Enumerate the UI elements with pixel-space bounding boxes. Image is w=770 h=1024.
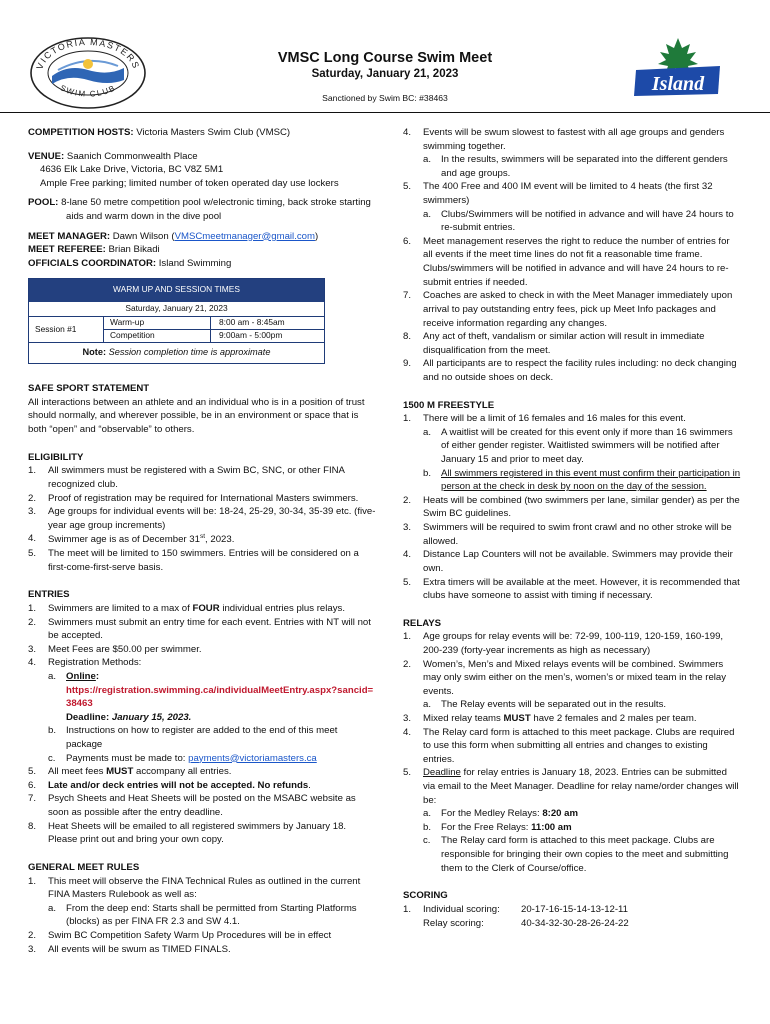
meet-referee: MEET REFEREE: Brian Bikadi xyxy=(28,244,160,256)
svg-text:VICTORIA MASTERS: VICTORIA MASTERS xyxy=(34,36,142,71)
list-item: 2. Heats will be combined (two swimmers per lane, similar gender) as per the Swim BC guidelines. xyxy=(403,494,740,520)
list-item: b. All swimmers registered in this event must confirm their participation in person at the check in desk by noon on the day of the session. xyxy=(423,467,741,493)
sanction-number: Sanctioned by Swim BC: #38463 xyxy=(322,93,448,103)
list-item: a. In the results, swimmers will be separated into the different genders and age groups. xyxy=(423,154,728,179)
list-item: 1. Age groups for relay events will be: 72-99, 100-119, 120-159, 160-199, 200-239 (forty-year increments as high as necessary) xyxy=(403,631,724,656)
meet-date: Saturday, January 21, 2023 xyxy=(311,68,459,80)
right-column xyxy=(403,126,741,930)
safe-sport-section: SAFE SPORT STATEMENT All interactions between an athlete and an individual who is in a position of trust should normally, and wherever possible, be in an environment or space that is both “open” and “observable” to others. xyxy=(28,383,365,436)
list-item: 5. Extra timers will be available at the meet. However, it is recommended that clubs have someone to assist with timing if necessary. xyxy=(403,576,740,602)
list-item: 3. Meet Fees are $50.00 per swimmer. xyxy=(28,643,202,655)
list-item: 2. Women’s, Men’s and Mixed relays events will be combined. Swimmers may only swim either on the men’s, women’s or mixed team in the relay events. a. The Relay events will be separated out in the results. xyxy=(403,658,741,712)
list-item: 1. This meet will observe the FINA Technical Rules as outlined in the current FINA Masters Rulebook as well as: a. From the deep end: Starts shall be permitted from Starting Platforms (blocks) as per FINA FR 2.3 and SW 4.1. xyxy=(28,875,376,929)
list-item: 7. Coaches are asked to check in with the Meet Manager immediately upon arrival to pay outstanding entry fees, pick up Meet Info packages and receive information regarding any changes. xyxy=(403,290,733,329)
registration-url[interactable]: https://registration.swimming.ca/individualMeetEntry.aspx?sancid=38463 xyxy=(66,684,374,710)
list-item: a. Clubs/Swimmers will be notified in advance and will have 24 hours to re-submit entries. xyxy=(423,208,734,234)
list-item: a. The Relay events will be separated out in the results. xyxy=(423,699,667,711)
list-item: c. The Relay card form is attached to this meet package. Clubs are responsible for bringing their own copies to the meet and submitting them to the Clerk of Course/office. xyxy=(423,835,729,874)
freestyle-section: 1500 M FREESTYLE 1. There will be a limit of 16 females and 16 males for this event. a. A waitlist will be created for this event only if more than 16 swimmers of either gender register. Waitlisted swimmers will be notified after January 15 and prior to meet day. b. All swimmers registered in this event must confirm their participation in person at the check in desk by noon on the day of the session. 2. Heats will be combined (two swimmers per lane, similar gender) as per the Swim BC guidelines. 3. Swimmers will be required to swim front crawl and no other stroke will be allowed. 4. Distance Lap Counters will not be available. Swimmers may provide their own. 5. Extra timers will be available at the meet. However, it is recommended that clubs have someone to assist with timing if necessary. xyxy=(403,399,741,602)
session-event: Competition 9:00am - 5:00pm xyxy=(104,329,324,342)
list-item: c. Payments must be made to: payments@victoriamasters.ca xyxy=(48,752,317,764)
session-times-table xyxy=(28,278,325,364)
list-item: 4. The Relay card form is attached to this meet package. Clubs are required to use this form when submitting all entries and changes to existing entries. xyxy=(403,726,735,765)
list-item: 9. All participants are to respect the facility rules including: no deck changing and no outside shoes on deck. xyxy=(403,358,737,383)
meet-manager: MEET MANAGER: Dawn Wilson (VMSCmeetmanager@gmail.com) xyxy=(28,230,319,242)
list-item: 4. Registration Methods: a. Online: https://registration.swimming.ca/individualMeetEntry.aspx?sancid=38463 Deadline: January 15, 2023. b. Instructions on how to register are added to the end of this meet package c. Payments must be made to: payments@victoriamasters.ca xyxy=(28,656,376,765)
list-item: 5. The meet will be limited to 150 swimmers. Entries will be considered on a first-come-first-serve basis. xyxy=(28,548,359,573)
list-item: 1. All swimmers must be registered with a Swim BC, SNC, or other FINA recognized club. xyxy=(28,465,345,490)
relays-section: RELAYS 1. Age groups for relay events will be: 72-99, 100-119, 120-159, 160-199, 200-239 (forty-year increments as high as necessary) 2. Women’s, Men’s and Mixed relays events will be combined. Swimmers may only swim either on the men’s, women’s or mixed team in the relay events. a. The Relay events will be separated out in the results. 3. Mixed relay teams MUST have 2 females and 2 males per team. 4. The Relay card form is attached to this meet package. Clubs are required to use this form when submitting all entries and changes to existing entries. 5. Deadline for relay entries is January 18, 2023. Entries can be submitted via email to the Meet Manager. Deadline for relay name/order changes will be: a. For the Medley Relays: 8:20 am b. For the Free Relays: 11:00 am c. The Relay card form is attached to this meet package. Clubs are responsible for bringing their own copies to the meet and submitting them to the Clerk of Course/office. xyxy=(403,617,741,876)
header-divider xyxy=(0,112,770,113)
session-row xyxy=(29,317,324,343)
list-item: 5. The 400 Free and 400 IM event will be limited to 4 heats (the first 32 swimmers) a. Clubs/Swimmers will be notified in advance and will have 24 hours to re-submit entries. xyxy=(403,180,741,234)
list-item: b. Instructions on how to register are added to the end of this meet package xyxy=(48,725,338,751)
session-label: Session #1 xyxy=(29,317,104,342)
island-swimming-logo xyxy=(630,36,726,100)
session-note: Note: Session completion time is approximate xyxy=(82,347,271,358)
pool: POOL: 8-lane 50 metre competition pool w/electronic timing, back stroke starting aids and warm down in the dive pool xyxy=(28,197,371,223)
eligibility-section: ELIGIBILITY 1. All swimmers must be registered with a Swim BC, SNC, or other FINA recognized club. 2. Proof of registration may be required for International Masters swimmers. 3. Age groups for individual events will be: 18-24, 25-29, 30-34, 35-39 etc. (five-year age group increments) 4. Swimmer age is as of December 31st, 2023. 5. The meet will be limited to 150 swimmers. Entries will be considered on a first-come-first-serve basis. xyxy=(28,451,376,573)
list-item: a. For the Medley Relays: 8:20 am xyxy=(423,808,579,820)
svg-text:Island: Island xyxy=(651,73,705,95)
scoring-section: SCORING 1. Individual scoring: 20-17-16-15-14-13-12-11 Relay scoring: 40-34-32-30-28-26-24-22 xyxy=(403,889,741,930)
list-item: 5. Deadline for relay entries is January 18, 2023. Entries can be submitted via email to the Meet Manager. Deadline for relay name/order changes will be: a. For the Medley Relays: 8:20 am b. For the Free Relays: 11:00 am c. The Relay card form is attached to this meet package. Clubs are responsible for bringing their own copies to the meet and submitting them to the Clerk of Course/office. xyxy=(403,766,741,875)
list-item: 2. Swim BC Competition Safety Warm Up Procedures will be in effect xyxy=(28,929,332,941)
list-item: 8. Any act of theft, vandalism or similar action will result in immediate disqualification from the meet. xyxy=(403,331,705,356)
officials-coordinator: OFFICIALS COORDINATOR: Island Swimming xyxy=(28,257,232,269)
left-column xyxy=(28,126,376,956)
list-item: 1. Swimmers are limited to a max of FOUR individual entries plus relays. xyxy=(28,602,345,614)
payments-email-link[interactable]: payments@victoriamasters.ca xyxy=(188,752,317,764)
list-item: b. For the Free Relays: 11:00 am xyxy=(423,821,572,833)
venue-parking: Ample Free parking; limited number of token operated day use lockers xyxy=(40,177,339,189)
list-item: 3. Mixed relay teams MUST have 2 females and 2 males per team. xyxy=(403,712,697,724)
list-item: 6. Meet management reserves the right to reduce the number of entries for all events if the meet time lines do not fit a reasonable time frame. Clubs/swimmers will be notified in advance and will have 24 hours to re-submit entries if needed. xyxy=(403,235,730,288)
list-item: a. From the deep end: Starts shall be permitted from Starting Platforms (blocks) as per FINA FR 2.3 and SW 4.1. xyxy=(48,902,357,928)
list-item: 1. Individual scoring: 20-17-16-15-14-13-12-11 Relay scoring: 40-34-32-30-28-26-24-22 xyxy=(403,903,629,929)
list-item: 3. All events will be swum as TIMED FINALS. xyxy=(28,943,231,955)
list-item: 7. Psych Sheets and Heat Sheets will be posted on the MSABC website as soon as possible after the entry deadline. xyxy=(28,793,356,819)
list-item: 6. Late and/or deck entries will not be accepted. No refunds. xyxy=(28,779,311,791)
list-item: 4. Swimmer age is as of December 31st, 2023. xyxy=(28,533,235,546)
list-item: 3. Swimmers will be required to swim front crawl and no other stroke will be allowed. xyxy=(403,522,732,547)
list-item: 3. Age groups for individual events will be: 18-24, 25-29, 30-34, 35-39 etc. (five-year age group increments) xyxy=(28,506,376,531)
list-item: 2. Swimmers must submit an entry time for each event. Entries with NT will not be accepted. xyxy=(28,616,371,642)
page-title: VMSC Long Course Swim Meet xyxy=(277,50,493,66)
list-item: 5. All meet fees MUST accompany all entries. xyxy=(28,766,232,778)
list-item: 4. Events will be swum slowest to fastest with all age groups and genders swimming together. a. In the results, swimmers will be separated into the different genders and age groups. xyxy=(403,126,741,180)
session-table-heading: WARM UP AND SESSION TIMES xyxy=(29,279,324,302)
svg-text:SWIM CLUB: SWIM CLUB xyxy=(58,83,118,99)
general-rules-section: GENERAL MEET RULES 1. This meet will observe the FINA Technical Rules as outlined in the current FINA Masters Rulebook as well as: a. From the deep end: Starts shall be permitted from Starting Platforms (blocks) as per FINA FR 2.3 and SW 4.1. 2. Swim BC Competition Safety Warm Up Procedures will be in effect 3. All events will be swum as TIMED FINALS. xyxy=(28,861,376,956)
venue-address: 4636 Elk Lake Drive, Victoria, BC V8Z 5M1 xyxy=(40,164,224,176)
competition-hosts: COMPETITION HOSTS: Victoria Masters Swim Club (VMSC) xyxy=(28,127,291,138)
venue: VENUE: Saanich Commonwealth Place xyxy=(28,150,198,162)
list-item: 4. Distance Lap Counters will not be available. Swimmers may provide their own. xyxy=(403,549,733,574)
list-item: 1. There will be a limit of 16 females and 16 males for this event. a. A waitlist will be created for this event only if more than 16 swimmers of either gender register. Waitlisted swimmers will be notified after January 15 and prior to meet day. b. All swimmers registered in this event must confirm their participation in person at the check in desk by noon on the day of the session. xyxy=(403,413,741,493)
list-item: a. Online: https://registration.swimming.ca/individualMeetEntry.aspx?sancid=38463 Deadline: January 15, 2023. xyxy=(48,671,374,723)
list-item: 8. Heat Sheets will be emailed to all registered swimmers by January 18. Please print out and bring your own copy. xyxy=(28,820,347,846)
list-item: a. A waitlist will be created for this event only if more than 16 swimmers of either gender register. Waitlisted swimmers will be notified after January 15 and prior to meet day. xyxy=(423,426,733,466)
session-event: Warm-up 8:00 am - 8:45am xyxy=(104,317,324,329)
list-item: 2. Proof of registration may be required for International Masters swimmers. xyxy=(28,492,359,504)
manager-email-link[interactable]: VMSCmeetmanager@gmail.com xyxy=(174,230,315,242)
entries-section: ENTRIES 1. Swimmers are limited to a max of FOUR individual entries plus relays. 2. Swimmers must submit an entry time for each event. Entries with NT will not be accepted. 3. Meet Fees are $50.00 per swimmer. 4. Registration Methods: a. Online: https://registration.swimming.ca/individualMeetEntry.aspx?sancid=38463 Deadline: January 15, 2023. b. Instructions on how to register are added to the end of this meet package c. Payments must be made to: payments@victoriamasters.ca 5. All meet fees MUST accompany all entries. 6. Late and/or deck entries will not be accepted. No refunds. 7. Psych Sheets and Heat Sheets will be posted on the MSABC website as soon as possible after the entry deadline. 8. Heat Sheets will be emailed to all registered swimmers by January 18. Please print out and bring your own copy. xyxy=(28,588,376,847)
session-table-date: Saturday, January 21, 2023 xyxy=(29,302,324,317)
